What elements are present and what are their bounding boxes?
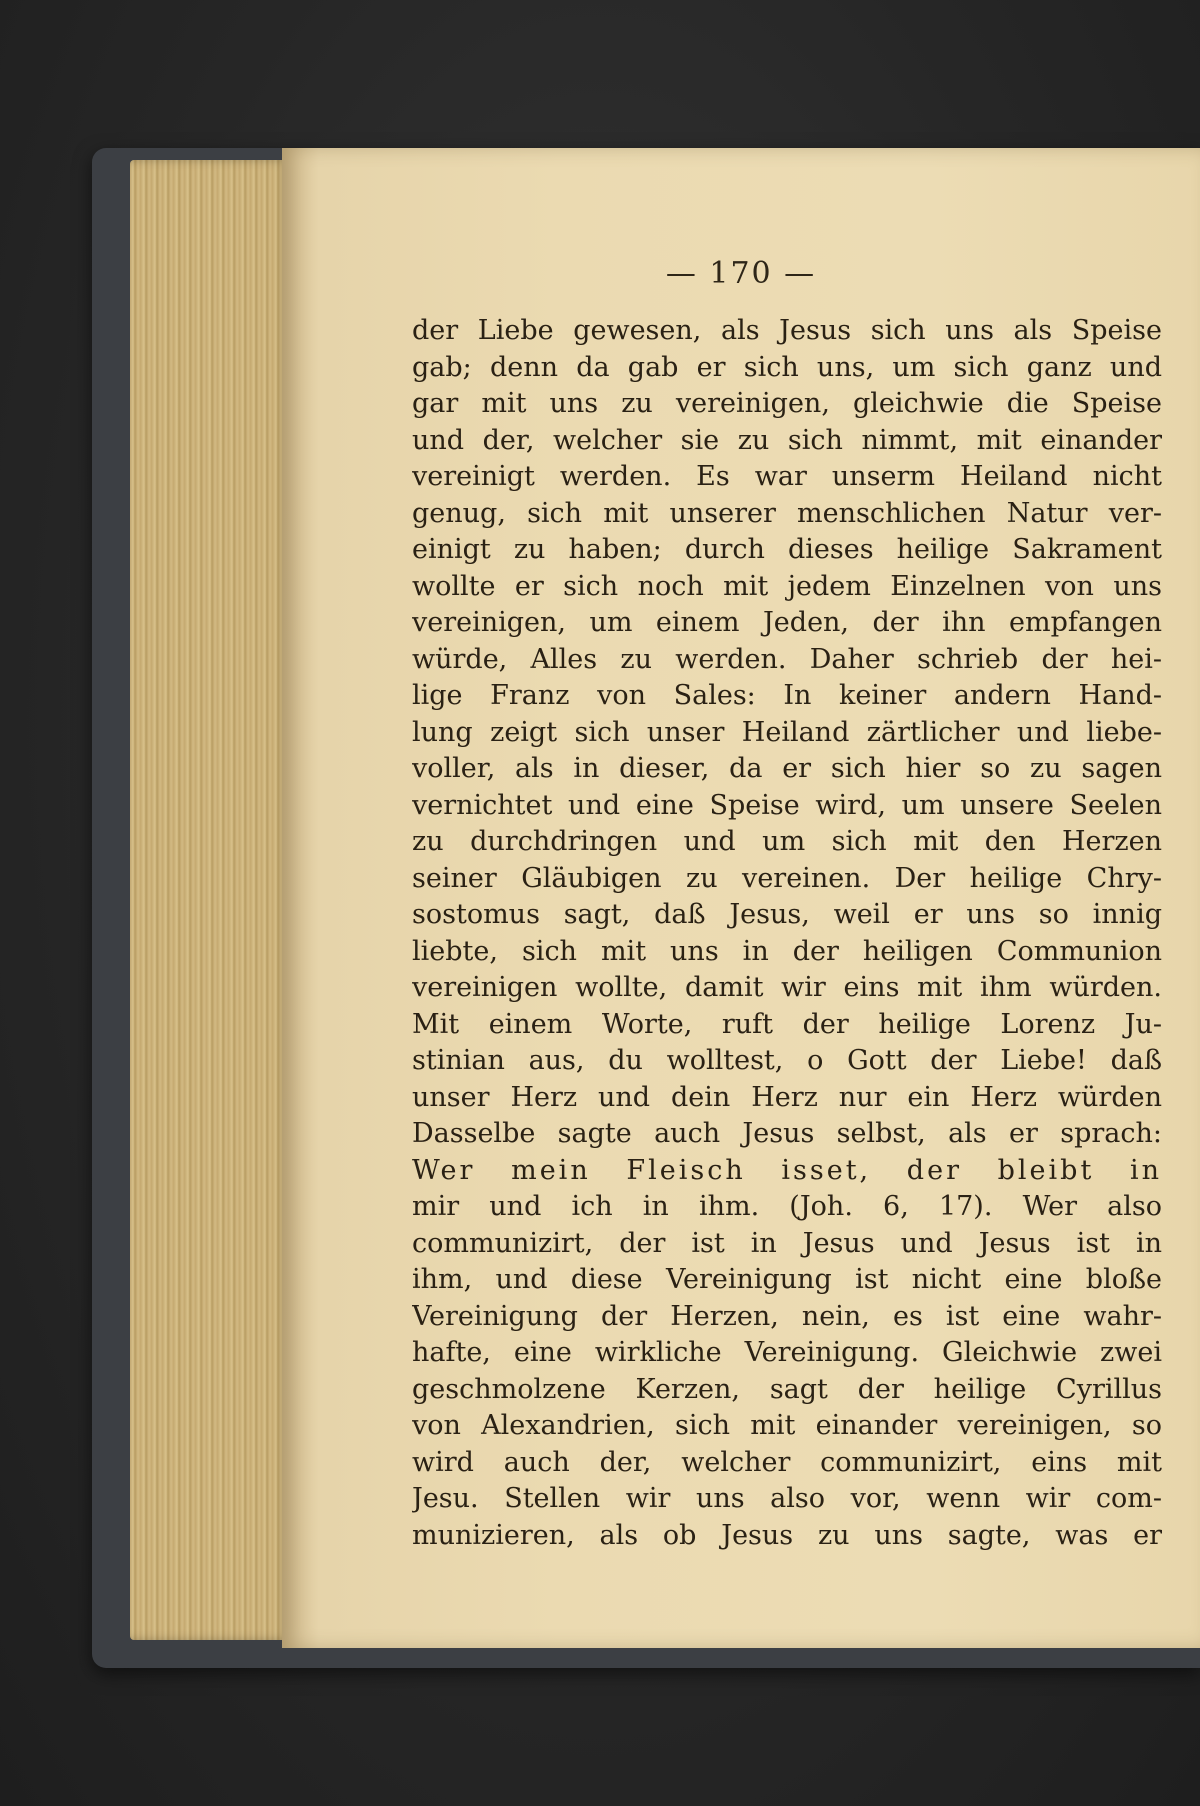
text-line: zu durchdringen und um sich mit den Herzen <box>412 826 1162 857</box>
text-line: Jesu. Stellen wir uns also vor, wenn wir com- <box>412 1483 1162 1514</box>
text-line: wollte er sich noch mit jedem Einzelnen von uns <box>412 570 1162 602</box>
text-line: munizieren, als ob Jesus zu uns sagte, was er <box>412 1519 1162 1551</box>
text-line: communizirt, der ist in Jesus und Jesus ist in <box>412 1227 1162 1259</box>
body-text <box>412 313 1162 1554</box>
text-line: Dasselbe sagte auch Jesus selbst, als er sprach: <box>412 1118 1162 1149</box>
text-line: wird auch der, welcher communizirt, eins mit <box>412 1446 1162 1478</box>
text-line: vereinigen, um einem Jeden, der ihn empfangen <box>412 607 1162 638</box>
text-line: geschmolzene Kerzen, sagt der heilige Cyrillus <box>412 1373 1162 1405</box>
text-line: vernichtet und eine Speise wird, um unsere Seelen <box>412 789 1162 821</box>
page-edges <box>130 160 290 1640</box>
text-line: würde, Alles zu werden. Daher schrieb der hei- <box>412 643 1162 675</box>
text-line: mir und ich in ihm. (Joh. 6, 17). Wer also <box>412 1191 1162 1222</box>
text-line: liebte, sich mit uns in der heiligen Communion <box>412 935 1162 967</box>
page-number: — 170 — <box>665 256 817 291</box>
text-line: genug, sich mit unserer menschlichen Natur ver- <box>412 497 1162 529</box>
text-line: gar mit uns zu vereinigen, gleichwie die Speise <box>412 388 1162 419</box>
text-line: hafte, eine wirkliche Vereinigung. Gleichwie zwei <box>412 1337 1162 1368</box>
text-line: lige Franz von Sales: In keiner andern Hand- <box>412 680 1162 711</box>
text-line-emphasis: Wer mein Fleisch isset, der bleibt in <box>412 1154 1162 1186</box>
text-line: Vereinigung der Herzen, nein, es ist eine wahr- <box>412 1300 1162 1332</box>
text-line: lung zeigt sich unser Heiland zärtlicher und liebe- <box>412 716 1162 748</box>
text-line: ihm, und diese Vereinigung ist nicht eine bloße <box>412 1264 1162 1295</box>
book-page <box>282 148 1200 1648</box>
text-line: stinian aus, du wolltest, o Gott der Liebe! daß <box>412 1045 1162 1076</box>
text-line: von Alexandrien, sich mit einander vereinigen, so <box>412 1410 1162 1441</box>
text-line: der Liebe gewesen, als Jesus sich uns als Speise <box>412 315 1162 346</box>
text-line: vereinigen wollte, damit wir eins mit ihm würden. <box>412 972 1162 1003</box>
text-line: sostomus sagt, daß Jesus, weil er uns so innig <box>412 899 1162 930</box>
text-line: vereinigt werden. Es war unserm Heiland nicht <box>412 461 1162 492</box>
text-line: gab; denn da gab er sich uns, um sich ganz und <box>412 351 1162 383</box>
text-line: und der, welcher sie zu sich nimmt, mit einander <box>412 424 1162 456</box>
text-line: seiner Gläubigen zu vereinen. Der heilige Chry- <box>412 862 1162 894</box>
text-line: voller, als in dieser, da er sich hier so zu sagen <box>412 753 1162 784</box>
text-line: einigt zu haben; durch dieses heilige Sakrament <box>412 534 1162 565</box>
text-line: unser Herz und dein Herz nur ein Herz würden <box>412 1081 1162 1113</box>
text-line: Mit einem Worte, ruft der heilige Lorenz Ju- <box>412 1008 1162 1040</box>
